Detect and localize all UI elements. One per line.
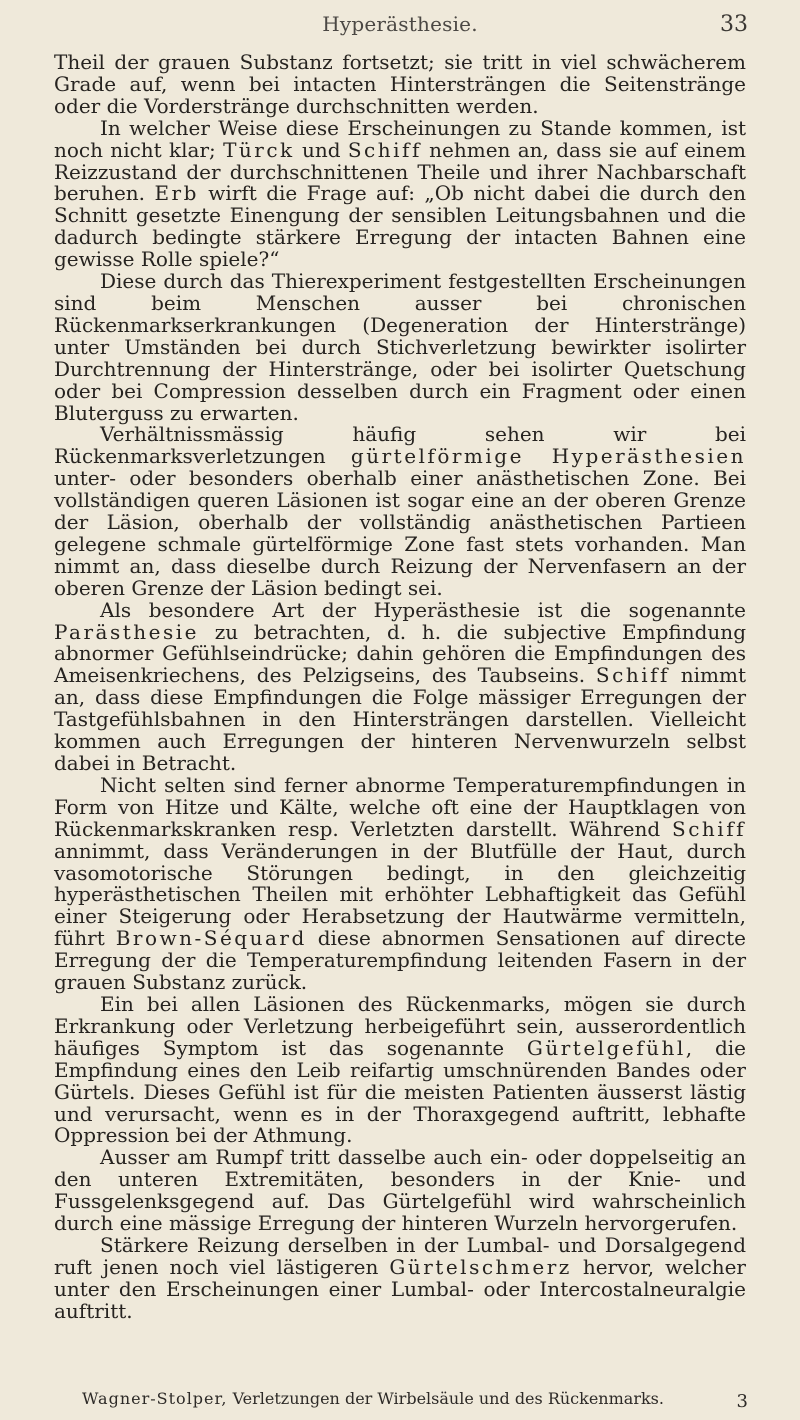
author-name: Schiff: [595, 663, 670, 688]
paragraph: Diese durch das Thierexperiment festgestellten Erscheinungen sind beim Menschen ausser bei chronischen Rückenmarkserkrankungen (Degeneration der Hinterstränge) unter Umständen bei durch Stichverletzung bewirkter isolirter Durchtrennung der Hinterstränge, oder bei isolirter Quetschung oder bei Compression desselben durch ein Fragment oder einen Bluterguss zu erwarten.: [54, 269, 746, 425]
body-text: [54, 52, 746, 1323]
paragraph: Als besondere Art der Hyperästhesie ist die sogenannte Parästhesie zu betrachten, d. h. die subjective Empfindung abnormer Gefühlseindrücke; dahin gehören die Empfindungen des Ameisenkriechens, des Pelzigseins, des Taubseins. Schiff nimmt an, dass diese Empfindungen die Folge mässiger Erregungen der Tastgefühlsbahnen in den Hintersträngen darstellen. Vielleicht kommen auch Erregungen der hinteren Nervenwurzeln selbst dabei in Betracht.: [54, 597, 746, 775]
footer-authors: Wagner-Stolper,: [82, 1389, 228, 1408]
author-name: Schiff: [672, 816, 746, 841]
paragraph: Nicht selten sind ferner abnorme Temperaturempfindungen in Form von Hitze und Kälte, welche oft eine der Hauptklagen von Rückenmarkskranken resp. Verletzten darstellt. Während Schiff annimmt, dass Veränderungen in der Blutfülle der Haut, durch vasomotorische Störungen bedingt, in den gleichzeitig hyperästhetischen Theilen mit erhöhter Lebhaftigkeit das Gefühl einer Steigerung oder Herabsetzung der Hautwärme vermitteln, führt Brown-Séquard diese abnormen Sensationen auf directe Erregung der die Temperaturempfindung leitenden Fasern in der grauen Substanz zurück.: [54, 772, 746, 995]
running-title: Hyperästhesie.: [322, 12, 478, 36]
page-footer: [82, 1389, 748, 1412]
page-header: [52, 12, 748, 42]
footer-book-title: Verletzungen der Wirbelsäule und des Rückenmarks.: [227, 1389, 664, 1408]
author-name: Erb: [154, 181, 199, 206]
author-name: Brown-Séquard: [115, 926, 307, 951]
page-number: 33: [720, 12, 748, 37]
emphasized-term: gürtelförmige Hyperästhesien: [350, 444, 746, 469]
author-name: Türck: [223, 137, 295, 162]
paragraph: In welcher Weise diese Erscheinungen zu Stande kommen, ist noch nicht klar; Türck und Schiff nehmen an, dass sie auf einem Reizzustand der durchschnittenen Theile und ihrer Nachbarschaft beruhen. Erb wirft die Frage auf: „Ob nicht dabei die durch den Schnitt gesetzte Einengung der sensiblen Leitungsbahnen und die dadurch bedingte stärkere Erregung der intacten Bahnen eine gewisse Rolle spiele?“: [54, 115, 746, 272]
emphasized-term: Gürtelgefühl: [526, 1035, 686, 1060]
emphasized-term: Parästhesie: [54, 619, 199, 644]
emphasized-term: Gürtelschmerz: [389, 1254, 572, 1279]
author-name: Schiff: [347, 137, 422, 162]
paragraph: Stärkere Reizung derselben in der Lumbal- und Dorsalgegend ruft jenen noch viel lästigeren Gürtelschmerz hervor, welcher unter den Erscheinungen einer Lumbal- oder Intercostalneuralgie auftritt.: [54, 1232, 746, 1323]
paragraph: Ausser am Rumpf tritt dasselbe auch ein- oder doppelseitig an den unteren Extremitäten, besonders in der Knie- und Fussgelenksgegend auf. Das Gürtelgefühl wird wahrscheinlich durch eine mässige Erregung der hinteren Wurzeln hervorgerufen.: [54, 1145, 746, 1236]
paragraph: Verhältnissmässig häufig sehen wir bei Rückenmarksverletzungen gürtelförmige Hyperästhesien unter- oder besonders oberhalb einer anästhetischen Zone. Bei vollständigen queren Läsionen ist sogar eine an der oberen Grenze der Läsion, oberhalb der vollständig anästhetischen Partieen gelegene schmale gürtelförmige Zone fast stets vorhanden. Man nimmt an, dass dieselbe durch Reizung der Nervenfasern an der oberen Grenze der Läsion bedingt sei.: [54, 422, 746, 600]
paragraph: Theil der grauen Substanz fortsetzt; sie tritt in viel schwächerem Grade auf, wenn bei intacten Hintersträngen die Seitenstränge oder die Vorderstränge durchschnitten werden.: [54, 50, 746, 118]
signature-mark: 3: [736, 1391, 748, 1412]
paragraph: Ein bei allen Läsionen des Rückenmarks, mögen sie durch Erkrankung oder Verletzung herbeigeführt sein, ausserordentlich häufiges Symptom ist das sogenannte Gürtelgefühl, die Empfindung eines den Leib reifartig umschnürenden Bandes oder Gürtels. Dieses Gefühl ist für die meisten Patienten äusserst lästig und verursacht, wenn es in der Thoraxgegend auftritt, lebhafte Oppression bei der Athmung.: [54, 991, 746, 1148]
